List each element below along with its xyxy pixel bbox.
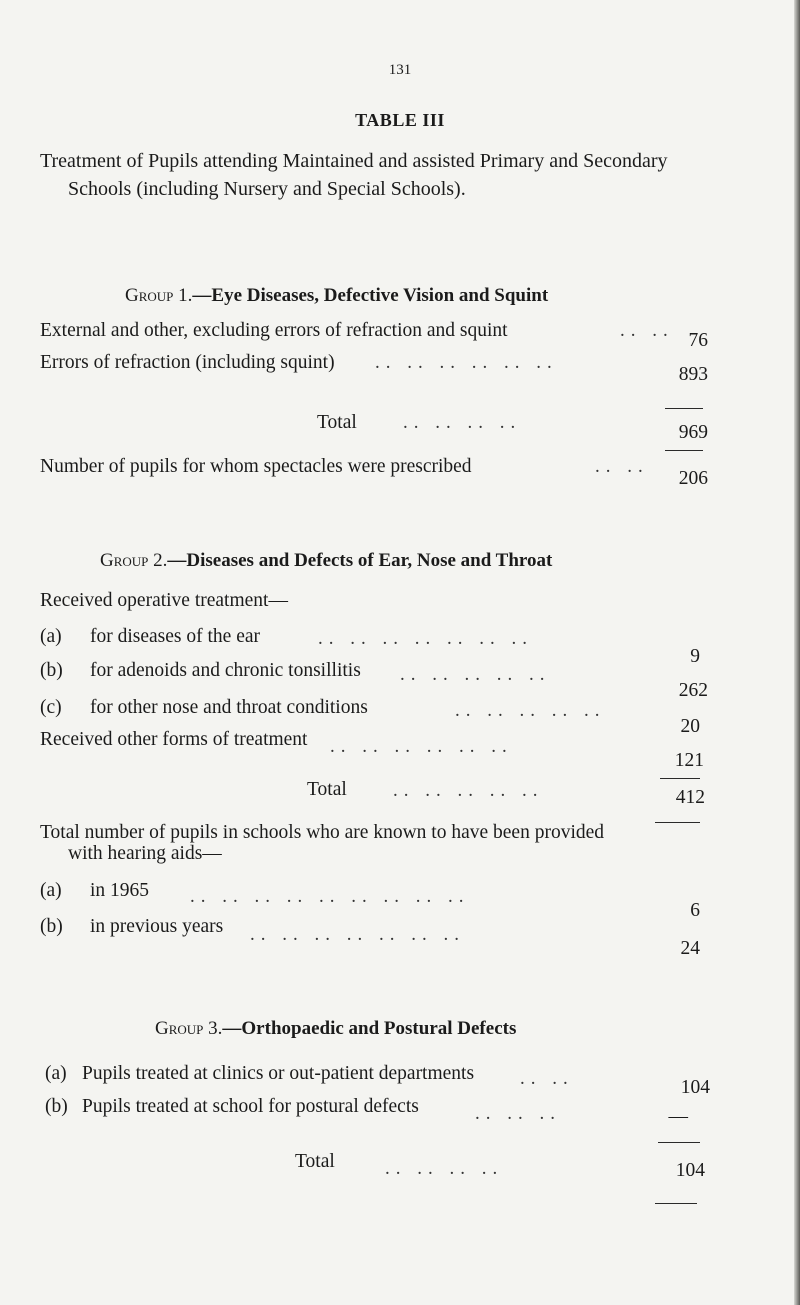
sum-rule (660, 778, 700, 779)
group2-b-label: for adenoids and chronic tonsillitis (90, 660, 361, 681)
group2-heading-prefix: Group 2. (100, 550, 168, 571)
group1-row1-label: External and other, excluding errors of refraction and squint (40, 320, 508, 341)
leader-dots: .. .. (595, 456, 649, 477)
group2-hearing-line-2: with hearing aids— (68, 843, 222, 864)
group3-heading-text: —Orthopaedic and Postural Defects (222, 1018, 517, 1039)
group1-heading-prefix: Group 1. (125, 285, 193, 306)
group2-hearing-b-value: 24 (680, 938, 700, 959)
leader-dots: .. .. .. .. .. (455, 700, 606, 721)
leader-dots: .. .. .. .. .. .. (375, 352, 558, 373)
group3-a-marker: (a) (45, 1063, 67, 1084)
leader-dots: .. .. .. .. .. .. .. (318, 628, 533, 649)
group1-total-value: 969 (678, 422, 708, 443)
intro-line-1: Treatment of Pupils attending Maintained and assisted Primary and Secondary (40, 150, 668, 172)
sum-rule (658, 1142, 700, 1143)
group2-c-marker: (c) (40, 697, 62, 718)
group3-total-label: Total (295, 1151, 335, 1172)
group3-heading (155, 1018, 516, 1040)
intro-line-2: Schools (including Nursery and Special Schools). (68, 178, 466, 200)
sum-rule (665, 450, 703, 451)
group2-hearing-b-marker: (b) (40, 916, 63, 937)
group3-b-marker: (b) (45, 1096, 68, 1117)
leader-dots: .. .. .. .. .. .. (330, 736, 513, 757)
group2-other-label: Received other forms of treatment (40, 729, 308, 750)
leader-dots: .. .. .. .. .. .. .. (250, 924, 465, 945)
group2-heading-text: —Diseases and Defects of Ear, Nose and Throat (167, 550, 553, 571)
leader-dots: .. .. (620, 320, 674, 341)
group2-b-marker: (b) (40, 660, 63, 681)
table-title: TABLE III (355, 110, 445, 130)
leader-dots: .. .. .. (475, 1103, 561, 1124)
group2-a-label: for diseases of the ear (90, 626, 261, 647)
group3-b-label: Pupils treated at school for postural defects (82, 1096, 419, 1117)
group3-heading-prefix: Group 3. (155, 1018, 223, 1039)
group2-a-marker: (a) (40, 626, 62, 647)
page-number: 131 (388, 62, 412, 78)
leader-dots: .. .. .. .. .. .. .. .. .. (190, 886, 470, 907)
leader-dots: .. .. .. .. .. (400, 664, 551, 685)
group1-total-label: Total (317, 412, 357, 433)
leader-dots: .. .. .. .. (403, 412, 522, 433)
group2-hearing-a-label: in 1965 (90, 880, 150, 901)
group3-a-value: 104 (680, 1077, 710, 1098)
group1-row1-value: 76 (688, 330, 708, 351)
page-edge-shadow (794, 0, 800, 1305)
group2-c-label: for other nose and throat conditions (90, 697, 368, 718)
group2-b-value: 262 (678, 680, 708, 701)
group2-a-value: 9 (690, 646, 700, 667)
group2-heading (100, 550, 552, 572)
group2-c-value: 20 (680, 716, 700, 737)
group3-b-value: — (668, 1106, 688, 1127)
sum-rule (665, 408, 703, 409)
group1-spectacles-label: Number of pupils for whom spectacles were prescribed (40, 456, 472, 477)
leader-dots: .. .. .. .. .. (393, 780, 544, 801)
group1-heading (125, 285, 548, 307)
sum-rule (655, 1203, 697, 1204)
group3-a-label: Pupils treated at clinics or out-patient departments (82, 1063, 475, 1084)
group2-hearing-line-1: Total number of pupils in schools who are known to have been provided (40, 822, 605, 843)
group2-hearing-b-label: in previous years (90, 916, 224, 937)
group1-row2-value: 893 (678, 364, 708, 385)
group3-total-value: 104 (675, 1160, 705, 1181)
sum-rule (655, 822, 700, 823)
group1-row2-label: Errors of refraction (including squint) (40, 352, 335, 373)
group2-other-value: 121 (674, 750, 704, 771)
group2-total-value: 412 (675, 787, 705, 808)
leader-dots: .. .. .. .. (385, 1158, 504, 1179)
group2-operative-label: Received operative treatment— (40, 590, 288, 611)
group1-heading-text: —Eye Diseases, Defective Vision and Squint (192, 285, 549, 306)
group2-total-label: Total (307, 779, 347, 800)
group1-spectacles-value: 206 (678, 468, 708, 489)
group2-hearing-a-marker: (a) (40, 880, 62, 901)
group2-hearing-a-value: 6 (690, 900, 700, 921)
leader-dots: .. .. (520, 1068, 574, 1089)
